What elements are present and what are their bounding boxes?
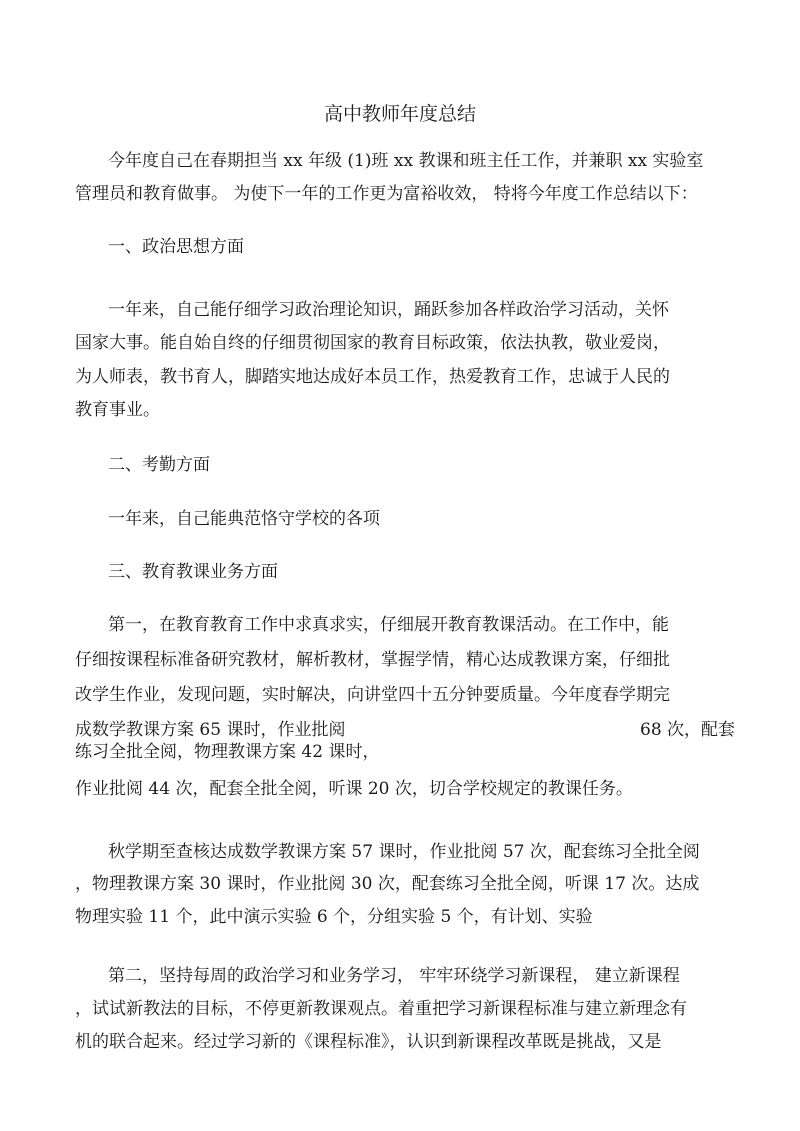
paragraph-line: ，试试新教法的目标，不停更新教课观点。着重把学习新课程标准与建立新理念有 — [75, 999, 687, 1019]
section-heading-politics: 一、政治思想方面 — [108, 237, 244, 257]
paragraph-line: 机的联合起来。经过学习新的《课程标准》，认识到新课程改革既是挑战，又是 — [75, 1032, 662, 1052]
paragraph-line: 改学生作业，发现问题，实时解决，向讲堂四十五分钟要质量。今年度春学期完 — [75, 685, 670, 705]
intro-line: 管理员和教育做事。 为使下一年的工作更为富裕收效， 特将今年度工作总结以下： — [75, 184, 698, 204]
paragraph-line: 为人师表，教书育人，脚踏实地达成好本员工作，热爱教育工作，忠诚于人民的 — [75, 367, 670, 387]
section-heading-attendance: 二、考勤方面 — [108, 455, 210, 475]
paragraph-line: 作业批阅 44 次，配套全批全阅，听课 20 次，切合学校规定的教课任务。 — [75, 779, 633, 799]
paragraph-line: ，物理教课方案 30 课时，作业批阅 30 次，配套练习全批全阅，听课 17 次。达成 — [75, 874, 700, 894]
paragraph-line: 练习全批全阅，物理教课方案 42 课时， — [75, 742, 380, 762]
paragraph-line: 第二，坚持每周的政治学习和业务学习， 牢牢环绕学习新课程， 建立新课程 — [108, 966, 680, 986]
paragraph-line: 一年来，自己能典范恪守学校的各项 — [108, 509, 380, 529]
document-title: 高中教师年度总结 — [323, 103, 476, 125]
paragraph-line: 教育事业。 — [75, 400, 160, 420]
paragraph-line: 一年来，自己能仔细学习政治理论知识，踊跃参加各样政治学习活动，关怀 — [108, 300, 669, 320]
intro-line: 今年度自己在春期担当 xx 年级 (1)班 xx 教课和班主任工作，并兼职 xx 实验室 — [108, 151, 704, 171]
paragraph-line: 物理实验 11 个，此中演示实验 6 个，分组实验 5 个，有计划、实验 — [75, 907, 593, 927]
section-heading-teaching: 三、教育教课业务方面 — [108, 562, 278, 582]
paragraph-line: 成数学教课方案 65 课时，作业批阅 — [75, 720, 346, 740]
paragraph-line: 仔细按课程标准备研究教材，解析教材，掌握学情，精心达成教课方案，仔细批 — [75, 650, 670, 670]
paragraph-line: 68 次，配套 — [640, 720, 736, 740]
paragraph-line: 国家大事。能自始自终的仔细贯彻国家的教育目标政策，依法执教，敬业爱岗， — [75, 333, 670, 353]
paragraph-line: 第一，在教育教育工作中求真求实，仔细展开教育教课活动。在工作中，能 — [108, 615, 669, 635]
paragraph-line: 秋学期至查核达成数学教课方案 57 课时，作业批阅 57 次，配套练习全批全阅 — [108, 842, 700, 862]
